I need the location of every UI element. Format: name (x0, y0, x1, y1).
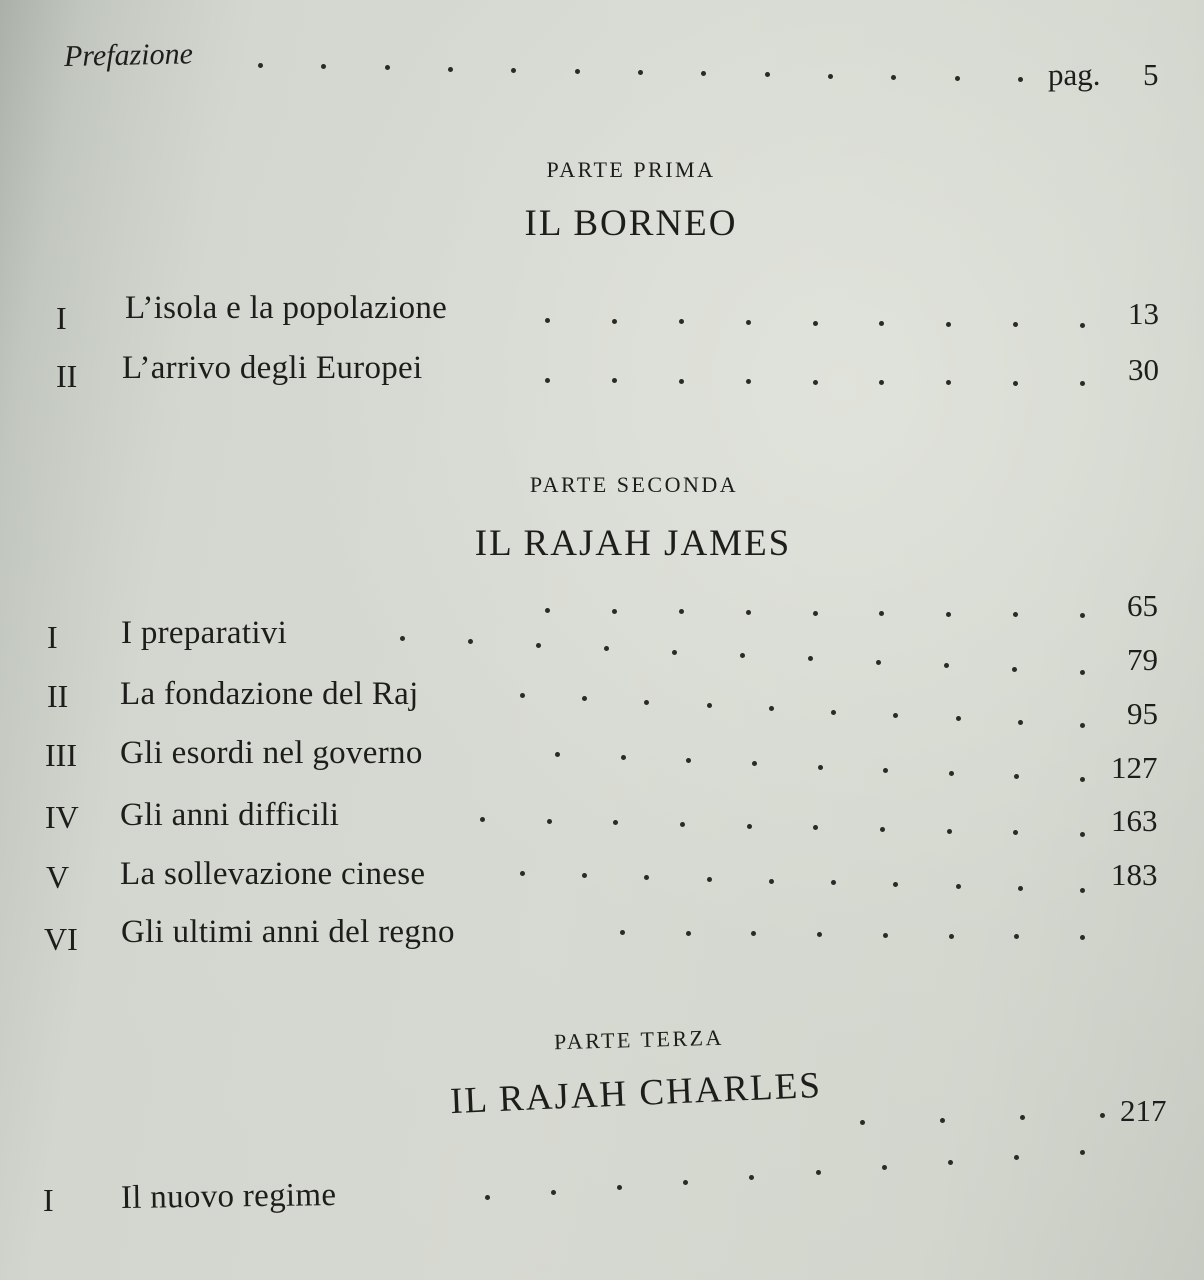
chapter-numeral: IV (45, 799, 79, 835)
leader-dot (1080, 723, 1085, 728)
leader-dot (1012, 667, 1017, 672)
chapter-title: Il nuovo regime (120, 1176, 337, 1216)
leader-dot (752, 761, 757, 766)
leader-dot (613, 820, 618, 825)
chapter-title: La fondazione del Raj (120, 676, 419, 712)
leader-dot (612, 319, 617, 324)
leader-dot (769, 706, 774, 711)
part-1-label: PARTE PRIMA (546, 157, 716, 182)
chapter-page-number: 30 (1128, 352, 1159, 387)
chapter-numeral: II (56, 358, 78, 394)
leader-dot (448, 67, 453, 72)
leader-dot (520, 693, 525, 698)
chapter-title: L’arrivo degli Europei (122, 350, 423, 386)
preface-pag-label: pag. (1048, 57, 1101, 92)
chapter-title: Gli ultimi anni del regno (121, 914, 455, 950)
leader-dot (547, 819, 552, 824)
leader-dot (1013, 612, 1018, 617)
leader-dot (946, 380, 951, 385)
leader-dot (1018, 720, 1023, 725)
leader-dot (949, 934, 954, 939)
chapter-title: Gli esordi nel governo (120, 735, 423, 771)
leader-dot (765, 72, 770, 77)
leader-dot (746, 320, 751, 325)
chapter-page-number: 183 (1111, 857, 1158, 892)
leader-dot (400, 636, 405, 641)
leader-dot (485, 1195, 490, 1200)
part-2-title: IL RAJAH JAMES (474, 523, 792, 564)
part-1-title: IL BORNEO (524, 203, 738, 244)
leader-dot (1018, 886, 1023, 891)
leader-dot (545, 318, 550, 323)
leader-dot (321, 64, 326, 69)
chapter-page-number: 217 (1120, 1093, 1167, 1128)
leader-dot (747, 824, 752, 829)
leader-dot (813, 380, 818, 385)
chapter-numeral: II (47, 678, 69, 714)
leader-dot (258, 63, 263, 68)
leader-dot (621, 755, 626, 760)
leader-dot (1100, 1113, 1105, 1118)
leader-dot (946, 322, 951, 327)
leader-dot (813, 611, 818, 616)
leader-dot (644, 875, 649, 880)
leader-dot (545, 608, 550, 613)
leader-dot (816, 1170, 821, 1175)
leader-dot (944, 663, 949, 668)
leader-dot (672, 650, 677, 655)
leader-dot (612, 609, 617, 614)
leader-dot (746, 610, 751, 615)
leader-dot (1013, 381, 1018, 386)
leader-dot (582, 696, 587, 701)
leader-dot (701, 71, 706, 76)
leader-dot (679, 379, 684, 384)
leader-dot (817, 932, 822, 937)
leader-dot (683, 1180, 688, 1185)
leader-dot (893, 713, 898, 718)
leader-dot (955, 76, 960, 81)
leader-dot (879, 611, 884, 616)
leader-dot (480, 817, 485, 822)
leader-dot (604, 646, 609, 651)
leader-dot (818, 765, 823, 770)
leader-dot (545, 378, 550, 383)
leader-dot (511, 68, 516, 73)
chapter-numeral: I (43, 1182, 54, 1218)
leader-dot (831, 880, 836, 885)
leader-dot (680, 822, 685, 827)
chapter-page-number: 95 (1127, 696, 1158, 731)
leader-dot (956, 884, 961, 889)
leader-dot (956, 716, 961, 721)
chapter-title: La sollevazione cinese (120, 856, 426, 892)
leader-dot (1014, 1155, 1019, 1160)
chapter-title: Gli anni difficili (120, 797, 340, 833)
leader-dot (948, 1160, 953, 1165)
leader-dot (1013, 322, 1018, 327)
leader-dot (679, 609, 684, 614)
leader-dot (831, 710, 836, 715)
leader-dot (638, 70, 643, 75)
leader-dot (1080, 832, 1085, 837)
leader-dot (751, 931, 756, 936)
leader-dot (883, 933, 888, 938)
chapter-title: L’isola e la popolazione (125, 290, 448, 326)
leader-dot (1020, 1115, 1025, 1120)
leader-dot (828, 74, 833, 79)
leader-dot (686, 931, 691, 936)
leader-dot (582, 873, 587, 878)
preface-title: Prefazione (63, 37, 194, 73)
leader-dot (385, 65, 390, 70)
chapter-numeral: VI (44, 921, 78, 957)
chapter-page-number: 13 (1128, 296, 1159, 331)
leader-dot (575, 69, 580, 74)
leader-dot (620, 930, 625, 935)
leader-dot (707, 877, 712, 882)
chapter-numeral: V (46, 859, 70, 895)
leader-dot (879, 380, 884, 385)
leader-dot (1014, 934, 1019, 939)
leader-dot (1080, 888, 1085, 893)
leader-dot (1080, 323, 1085, 328)
leader-dot (876, 660, 881, 665)
leader-dot (860, 1120, 865, 1125)
leader-dot (813, 321, 818, 326)
leader-dot (551, 1190, 556, 1195)
leader-dot (891, 75, 896, 80)
leader-dot (749, 1175, 754, 1180)
leader-dot (468, 639, 473, 644)
leader-dot (740, 653, 745, 658)
leader-dot (1080, 935, 1085, 940)
leader-dot (808, 656, 813, 661)
leader-dot (1018, 77, 1023, 82)
chapter-page-number: 127 (1111, 750, 1158, 785)
preface-page-number: 5 (1143, 57, 1159, 92)
leader-dot (612, 378, 617, 383)
leader-dot (679, 319, 684, 324)
leader-dot (1014, 774, 1019, 779)
leader-dot (769, 879, 774, 884)
leader-dot (617, 1185, 622, 1190)
leader-dot (940, 1118, 945, 1123)
leader-dot (813, 825, 818, 830)
leader-dot (893, 882, 898, 887)
leader-dot (555, 752, 560, 757)
leader-dot (949, 771, 954, 776)
leader-dot (1080, 1150, 1085, 1155)
leader-dot (1013, 830, 1018, 835)
chapter-numeral: I (47, 619, 58, 655)
leader-dot (686, 758, 691, 763)
leader-dot (707, 703, 712, 708)
part-2-label: PARTE SECONDA (529, 472, 739, 497)
leader-dot (1080, 613, 1085, 618)
chapter-numeral: I (56, 300, 67, 336)
leader-dot (880, 827, 885, 832)
leader-dot (536, 643, 541, 648)
leader-dot (946, 612, 951, 617)
chapter-title: I preparativi (121, 615, 288, 651)
leader-dot (746, 379, 751, 384)
chapter-numeral: III (45, 737, 77, 773)
chapter-page-number: 79 (1127, 642, 1158, 677)
chapter-page-number: 163 (1111, 803, 1158, 838)
part-3-label: PARTE TERZA (553, 1024, 725, 1055)
leader-dot (883, 768, 888, 773)
part-3-title: IL RAJAH CHARLES (449, 1064, 823, 1123)
leader-dot (879, 321, 884, 326)
leader-dot (644, 700, 649, 705)
leader-dot (1080, 670, 1085, 675)
leader-dot (520, 871, 525, 876)
leader-dot (947, 829, 952, 834)
leader-dot (882, 1165, 887, 1170)
leader-dot (1080, 777, 1085, 782)
leader-dot (1080, 381, 1085, 386)
chapter-page-number: 65 (1127, 588, 1158, 623)
